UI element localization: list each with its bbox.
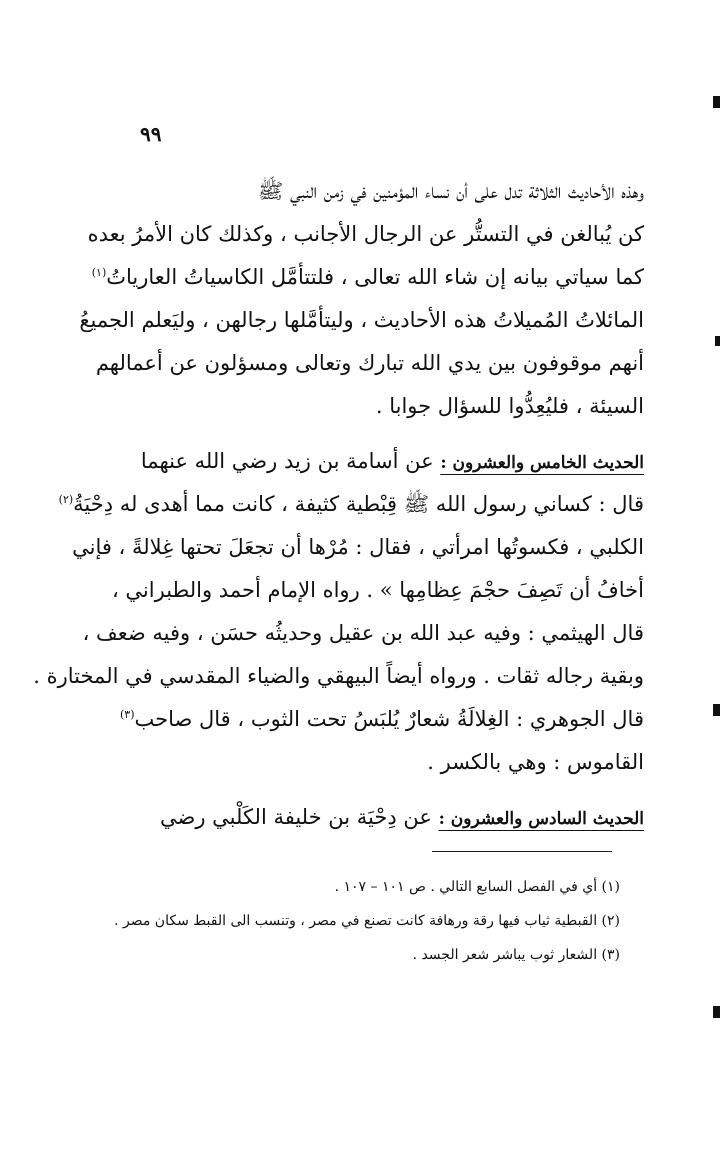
footnote-1: (١) أي في الفصل السابع التالي . ص ١٠١ – ١٠٧ . — [334, 879, 620, 895]
hadith-26-heading: الحديث السادس والعشرون : — [438, 809, 644, 829]
paragraph-gap — [108, 428, 644, 440]
body-line — [108, 698, 644, 741]
body-line: وهذه الأحاديث الثلاثة تدل على أن نساء المؤمنين في زمن النبي ﷺ — [257, 179, 644, 203]
body-line: السيئة ، فليُعِدُّوا للسؤال جوابا . — [375, 394, 644, 418]
body-line: أخافُ أن تَصِفَ حجْمَ عِظامِها » . رواه الإمام أحمد والطبراني ، — [111, 578, 644, 602]
footnote-2: (٢) القبطية ثياب فيها رقة ورهافة كانت تصنع في مصر ، وتنسب الى القبط سكان مصر . — [114, 913, 620, 929]
hadith-25-heading: الحديث الخامس والعشرون : — [440, 453, 644, 473]
body-line-text: كما سياتي بيانه إن شاء الله تعالى ، فلتتأمَّل الكاسياتُ العارياتُ — [106, 265, 644, 289]
body-line: كن يُبالغن في التستُّر عن الرجال الأجانب ، وكذلك كان الأمرُ بعده — [87, 222, 644, 246]
body-text — [33, 170, 644, 839]
footnote-ref-3: (٣) — [119, 708, 135, 721]
body-line — [58, 483, 644, 526]
binding-mark — [713, 1006, 720, 1018]
hadith-25-opening: عن أسامة بن زيد رضي الله عنهما — [140, 449, 434, 473]
footnote-separator — [432, 851, 612, 852]
hadith-26-first-line — [108, 796, 644, 839]
body-line — [91, 256, 644, 299]
body-line: القاموس : وهي بالكسر . — [427, 750, 644, 774]
body-line: وبقية رجاله ثقات . ورواه أيضاً البيهقي والضياء المقدسي في المختارة . — [33, 664, 644, 688]
body-line: قال الهيثمي : وفيه عبد الله بن عقيل وحديثُه حسَن ، وفيه ضعف ، — [82, 621, 644, 645]
footnote-ref-1: (١) — [91, 266, 107, 279]
page-number: ٩٩ — [140, 122, 162, 146]
hadith-25-first-line — [108, 440, 644, 483]
body-line-text: قال الجوهري : الغِلالَةُ شعارٌ يُلبَسُ تحت الثوب ، قال صاحب — [134, 707, 644, 731]
body-line: المائلاتُ المُميلاتُ هذه الأحاديث ، وليتأمَّلها رجالهن ، وليَعلم الجميعُ — [79, 308, 644, 332]
body-line-text: قال : كساني رسول الله ﷺ قِبْطية كثيفة ، كانت مما أهدى له دِحْيَةُ — [73, 492, 644, 516]
hadith-26-opening: عن دِحْيَة بن خليفة الكَلْبي رضي — [160, 805, 432, 829]
footnote-ref-2: (٢) — [58, 493, 74, 506]
binding-mark — [715, 336, 720, 346]
binding-mark — [713, 96, 720, 108]
binding-mark — [713, 704, 720, 716]
paragraph-gap — [108, 784, 644, 796]
body-line: الكلبي ، فكسوتُها امرأتي ، فقال : مُرْها أن تجعَلَ تحتها غِلالةً ، فإني — [72, 535, 644, 559]
footnote-3: (٣) الشعار ثوب يباشر شعر الجسد . — [412, 947, 620, 963]
footnotes — [100, 870, 620, 972]
body-line: أنهم موقوفون بين يدي الله تبارك وتعالى ومسؤلون عن أعمالهم — [95, 351, 644, 375]
